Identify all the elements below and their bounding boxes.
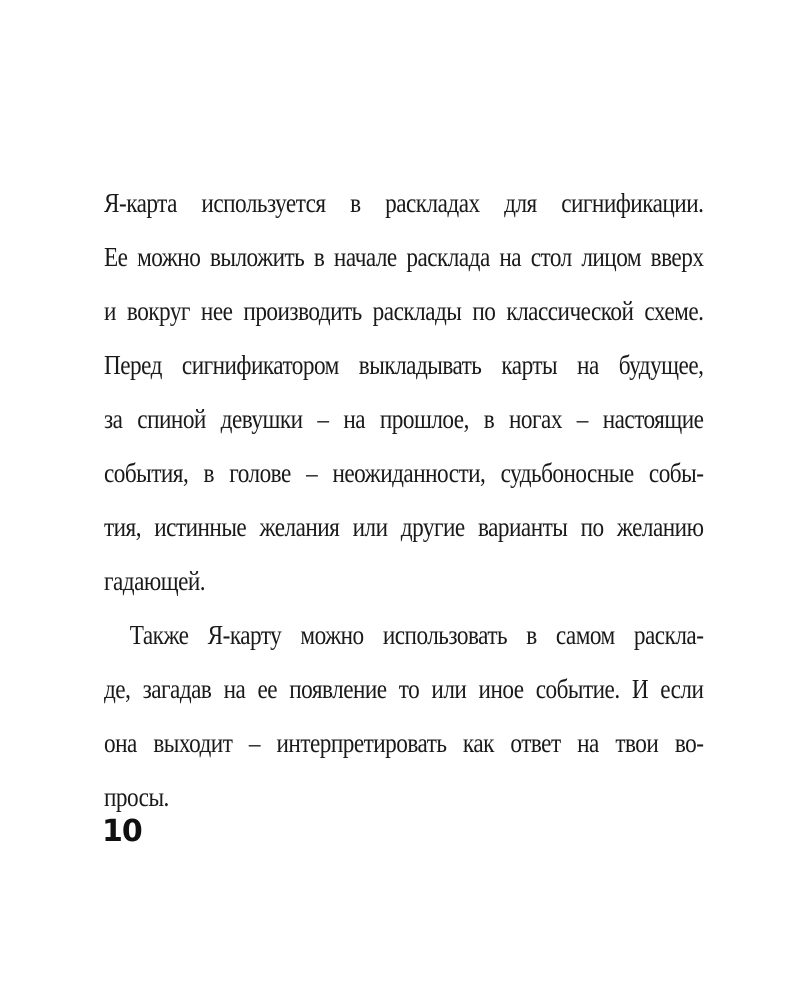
paragraph-2 <box>104 608 704 824</box>
text-line: она выходит – интерпретировать как ответ на твои во- <box>104 728 704 758</box>
text-line: за спиной девушки – на прошлое, в ногах – настоящие <box>104 404 704 434</box>
text-line: и вокруг нее производить расклады по классической схеме. <box>104 296 704 326</box>
text-line: события, в голове – неожиданности, судьбоносные собы- <box>104 458 704 488</box>
page-number: 10 <box>102 814 142 849</box>
paragraph-1 <box>104 176 704 608</box>
text-line: Ее можно выложить в начале расклада на стол лицом вверх <box>104 242 704 272</box>
text-line: просы. <box>104 782 169 812</box>
text-line: Также Я-карту можно использовать в самом раскла- <box>129 620 704 650</box>
text-line: гадающей. <box>104 566 206 596</box>
text-line: тия, истинные желания или другие варианты по желанию <box>104 512 704 542</box>
text-line: Перед сигнификатором выкладывать карты на будущее, <box>104 350 704 380</box>
body-text <box>104 176 704 824</box>
text-line: де, загадав на ее появление то или иное событие. И если <box>104 674 704 704</box>
text-line: Я-карта используется в раскладах для сигнификации. <box>104 188 704 218</box>
